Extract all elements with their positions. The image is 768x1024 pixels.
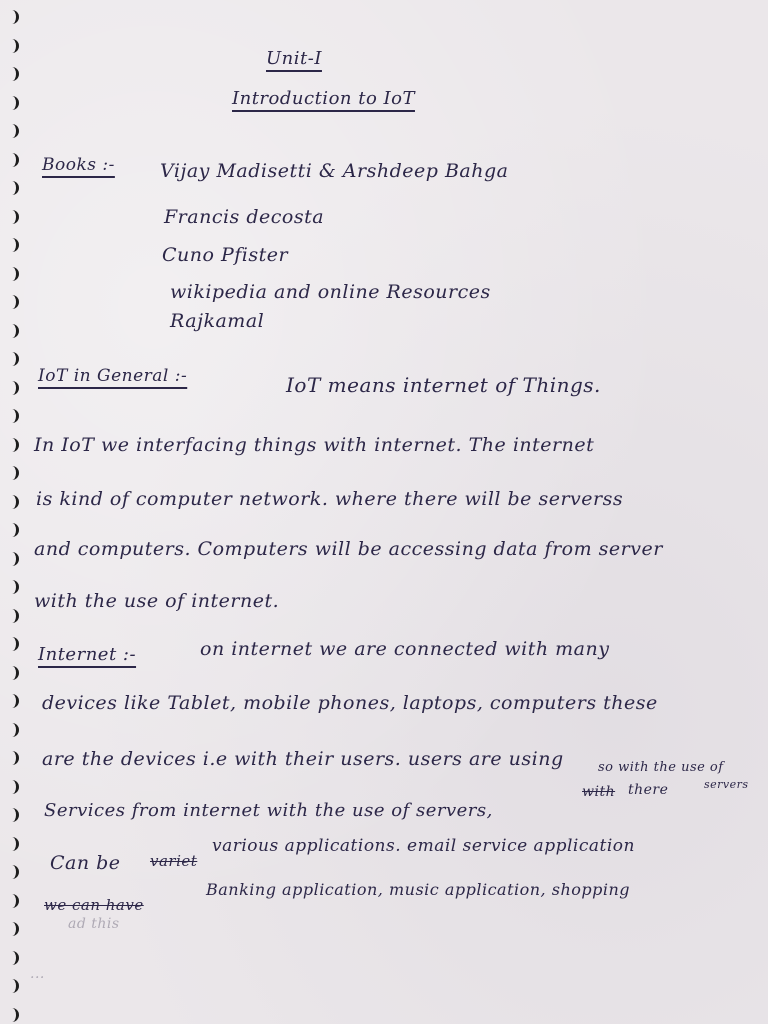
paragraph-line: devices like Tablet, mobile phones, laptops, computers these [42,692,658,714]
paragraph-line: with the use of internet. [34,590,280,612]
binding-hole [6,210,19,224]
struck-word: with [582,784,616,800]
books-label: Books :- [42,155,115,175]
page-title: Introduction to IoT [232,88,415,109]
struck-word: we can have [44,896,144,914]
paragraph-line: are the devices i.e with their users. users are using [42,748,564,770]
binding-hole [6,295,19,309]
book-item: Francis decosta [164,206,325,228]
binding-hole [6,438,19,452]
book-item: Vijay Madisetti & Arshdeep Bahga [160,160,509,182]
faint-text: ad this [68,916,120,932]
book-item: Rajkamal [170,310,265,332]
binding-hole [6,67,19,81]
binding-hole [6,865,19,879]
binding-hole [6,495,19,509]
binding-hole [6,751,19,765]
paragraph-line: and computers. Computers will be accessing data from server [34,538,663,560]
paragraph-line: Banking application, music application, shopping [206,880,631,899]
binding-hole [6,552,19,566]
unit-heading: Unit-I [266,48,322,69]
binding-hole [6,894,19,908]
binding-hole [6,951,19,965]
binding-hole [6,409,19,423]
binding-hole [6,381,19,395]
paragraph-line: is kind of computer network. where there will be serverss [36,488,624,510]
binding-hole [6,124,19,138]
binding-hole [6,609,19,623]
binding-hole [6,1008,19,1022]
internet-label: Internet :- [38,644,137,665]
binding-hole [6,808,19,822]
iot-general-label: IoT in General :- [38,366,188,386]
binding-hole [6,723,19,737]
book-item: wikipedia and online Resources [170,281,491,303]
binding-hole [6,837,19,851]
binding-hole [6,153,19,167]
inserted-note: so with the use of [598,760,724,775]
inserted-word: there [628,782,669,798]
binding-hole [6,637,19,651]
binding-hole [6,324,19,338]
margin-word: servers [704,778,749,791]
binding-hole [6,238,19,252]
paragraph-line: Services from internet with the use of servers, [44,800,493,821]
binding-hole [6,39,19,53]
paragraph-line: on internet we are connected with many [200,638,610,660]
binding-hole [6,922,19,936]
binding-hole [6,780,19,794]
binding-hole [6,96,19,110]
binding-hole [6,352,19,366]
binding-hole [6,694,19,708]
faint-text: ... [30,966,45,982]
binding-hole [6,979,19,993]
binding-hole [6,267,19,281]
binding-hole [6,580,19,594]
binding-hole [6,181,19,195]
paragraph-line: In IoT we interfacing things with internet. The internet [34,434,595,456]
paragraph-line: various applications. email service application [212,836,635,856]
binding-hole [6,666,19,680]
binding-hole [6,523,19,537]
binding-hole [6,466,19,480]
binding-hole [6,10,19,24]
iot-definition: IoT means internet of Things. [286,373,601,397]
struck-word: variet [150,852,198,870]
paragraph-line: Can be [50,852,121,874]
book-item: Cuno Pfister [162,244,289,266]
